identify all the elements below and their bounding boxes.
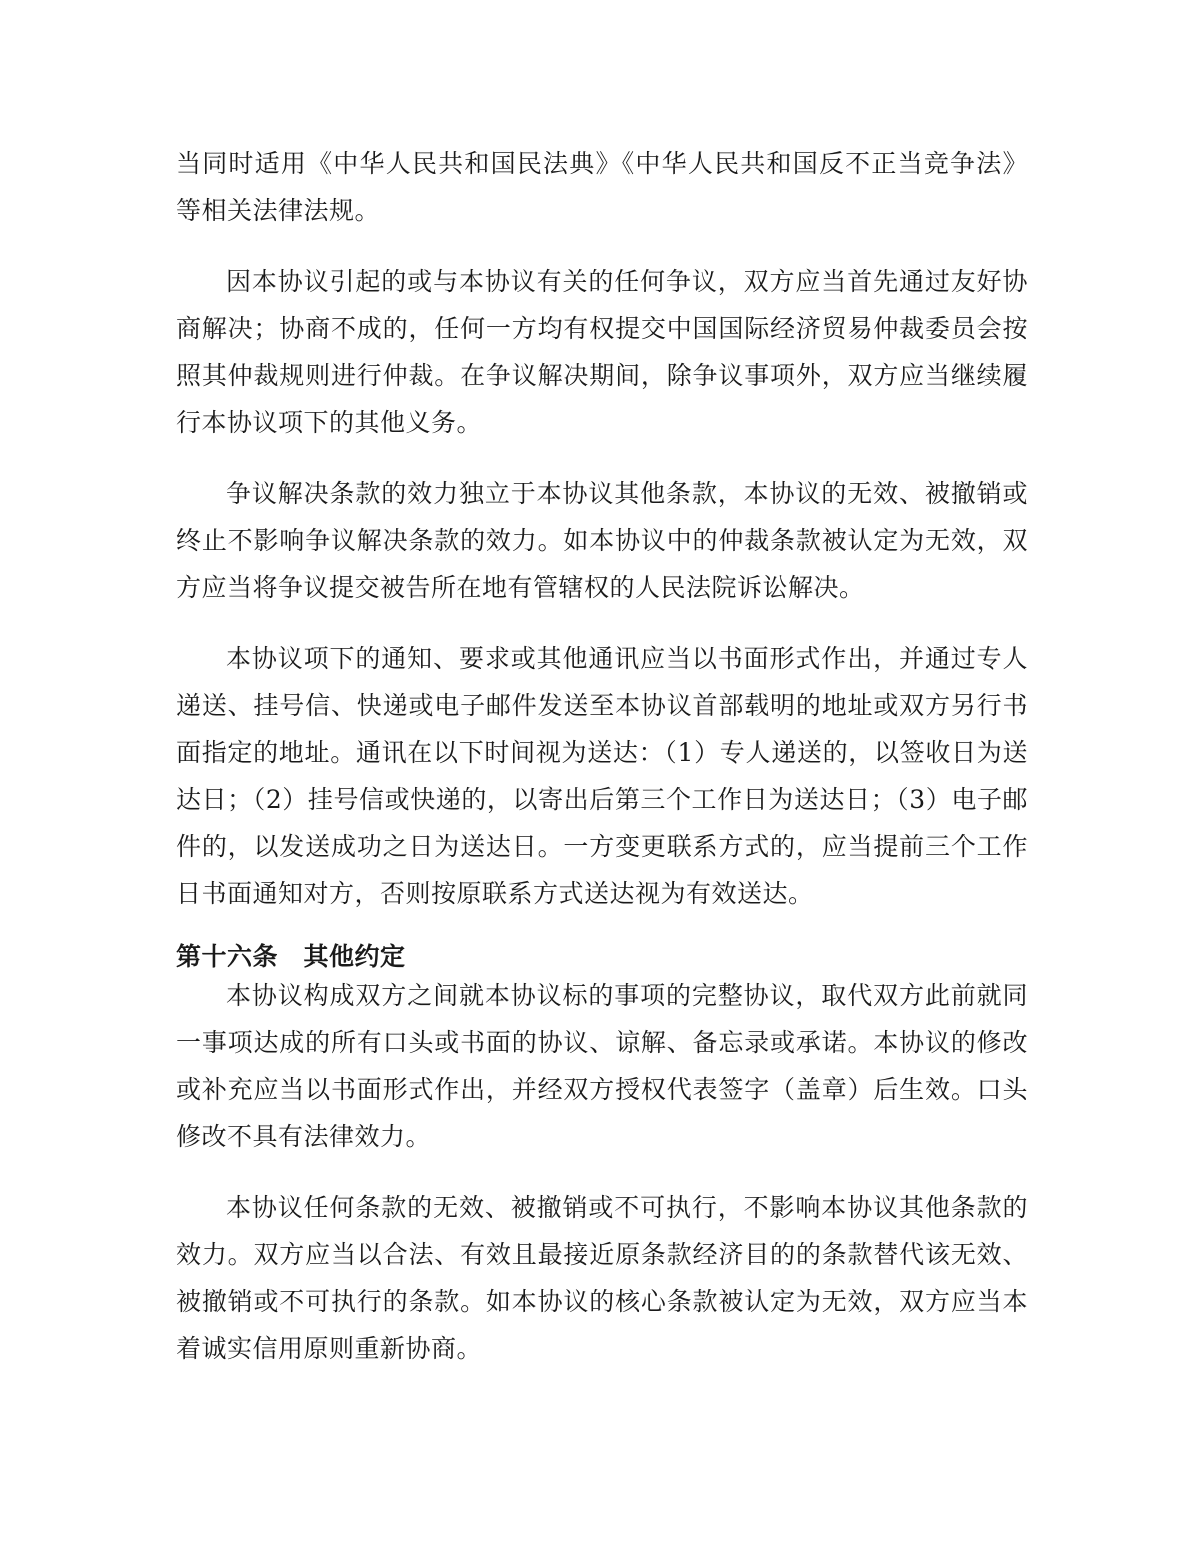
document-body: [176, 140, 1028, 1396]
paragraph-entire-agreement: 本协议构成双方之间就本协议标的事项的完整协议，取代双方此前就同一事项达成的所有口头或书面的协议、谅解、备忘录或承诺。本协议的修改或补充应当以书面形式作出，并经双方授权代表签字（盖章）后生效。口头修改不具有法律效力。: [176, 981, 1028, 1151]
paragraph-continuation: 当同时适用《中华人民共和国民法典》《中华人民共和国反不正当竞争法》等相关法律法规。: [176, 149, 1028, 225]
paragraph-dispute-resolution: 因本协议引起的或与本协议有关的任何争议，双方应当首先通过友好协商解决；协商不成的，任何一方均有权提交中国国际经济贸易仲裁委员会按照其仲裁规则进行仲裁。在争议解决期间，除争议事项外，双方应当继续履行本协议项下的其他义务。: [176, 267, 1028, 437]
section-heading: 第十六条 其他约定: [176, 942, 406, 971]
paragraph-notices: 本协议项下的通知、要求或其他通讯应当以书面形式作出，并通过专人递送、挂号信、快递或电子邮件发送至本协议首部载明的地址或双方另行书面指定的地址。通讯在以下时间视为送达：（1）专人递送的，以签收日为送达日；（2）挂号信或快递的，以寄出后第三个工作日为送达日；（3）电子邮件的，以发送成功之日为送达日。一方变更联系方式的，应当提前三个工作日书面通知对方，否则按原联系方式送达视为有效送达。: [176, 644, 1028, 908]
paragraph-severability: 本协议任何条款的无效、被撤销或不可执行，不影响本协议其他条款的效力。双方应当以合法、有效且最接近原条款经济目的的条款替代该无效、被撤销或不可执行的条款。如本协议的核心条款被认定为无效，双方应当本着诚实信用原则重新协商。: [176, 1193, 1028, 1363]
paragraph-dispute-clause-independence: 争议解决条款的效力独立于本协议其他条款，本协议的无效、被撤销或终止不影响争议解决条款的效力。如本协议中的仲裁条款被认定为无效，双方应当将争议提交被告所在地有管辖权的人民法院诉讼解决。: [176, 479, 1028, 602]
